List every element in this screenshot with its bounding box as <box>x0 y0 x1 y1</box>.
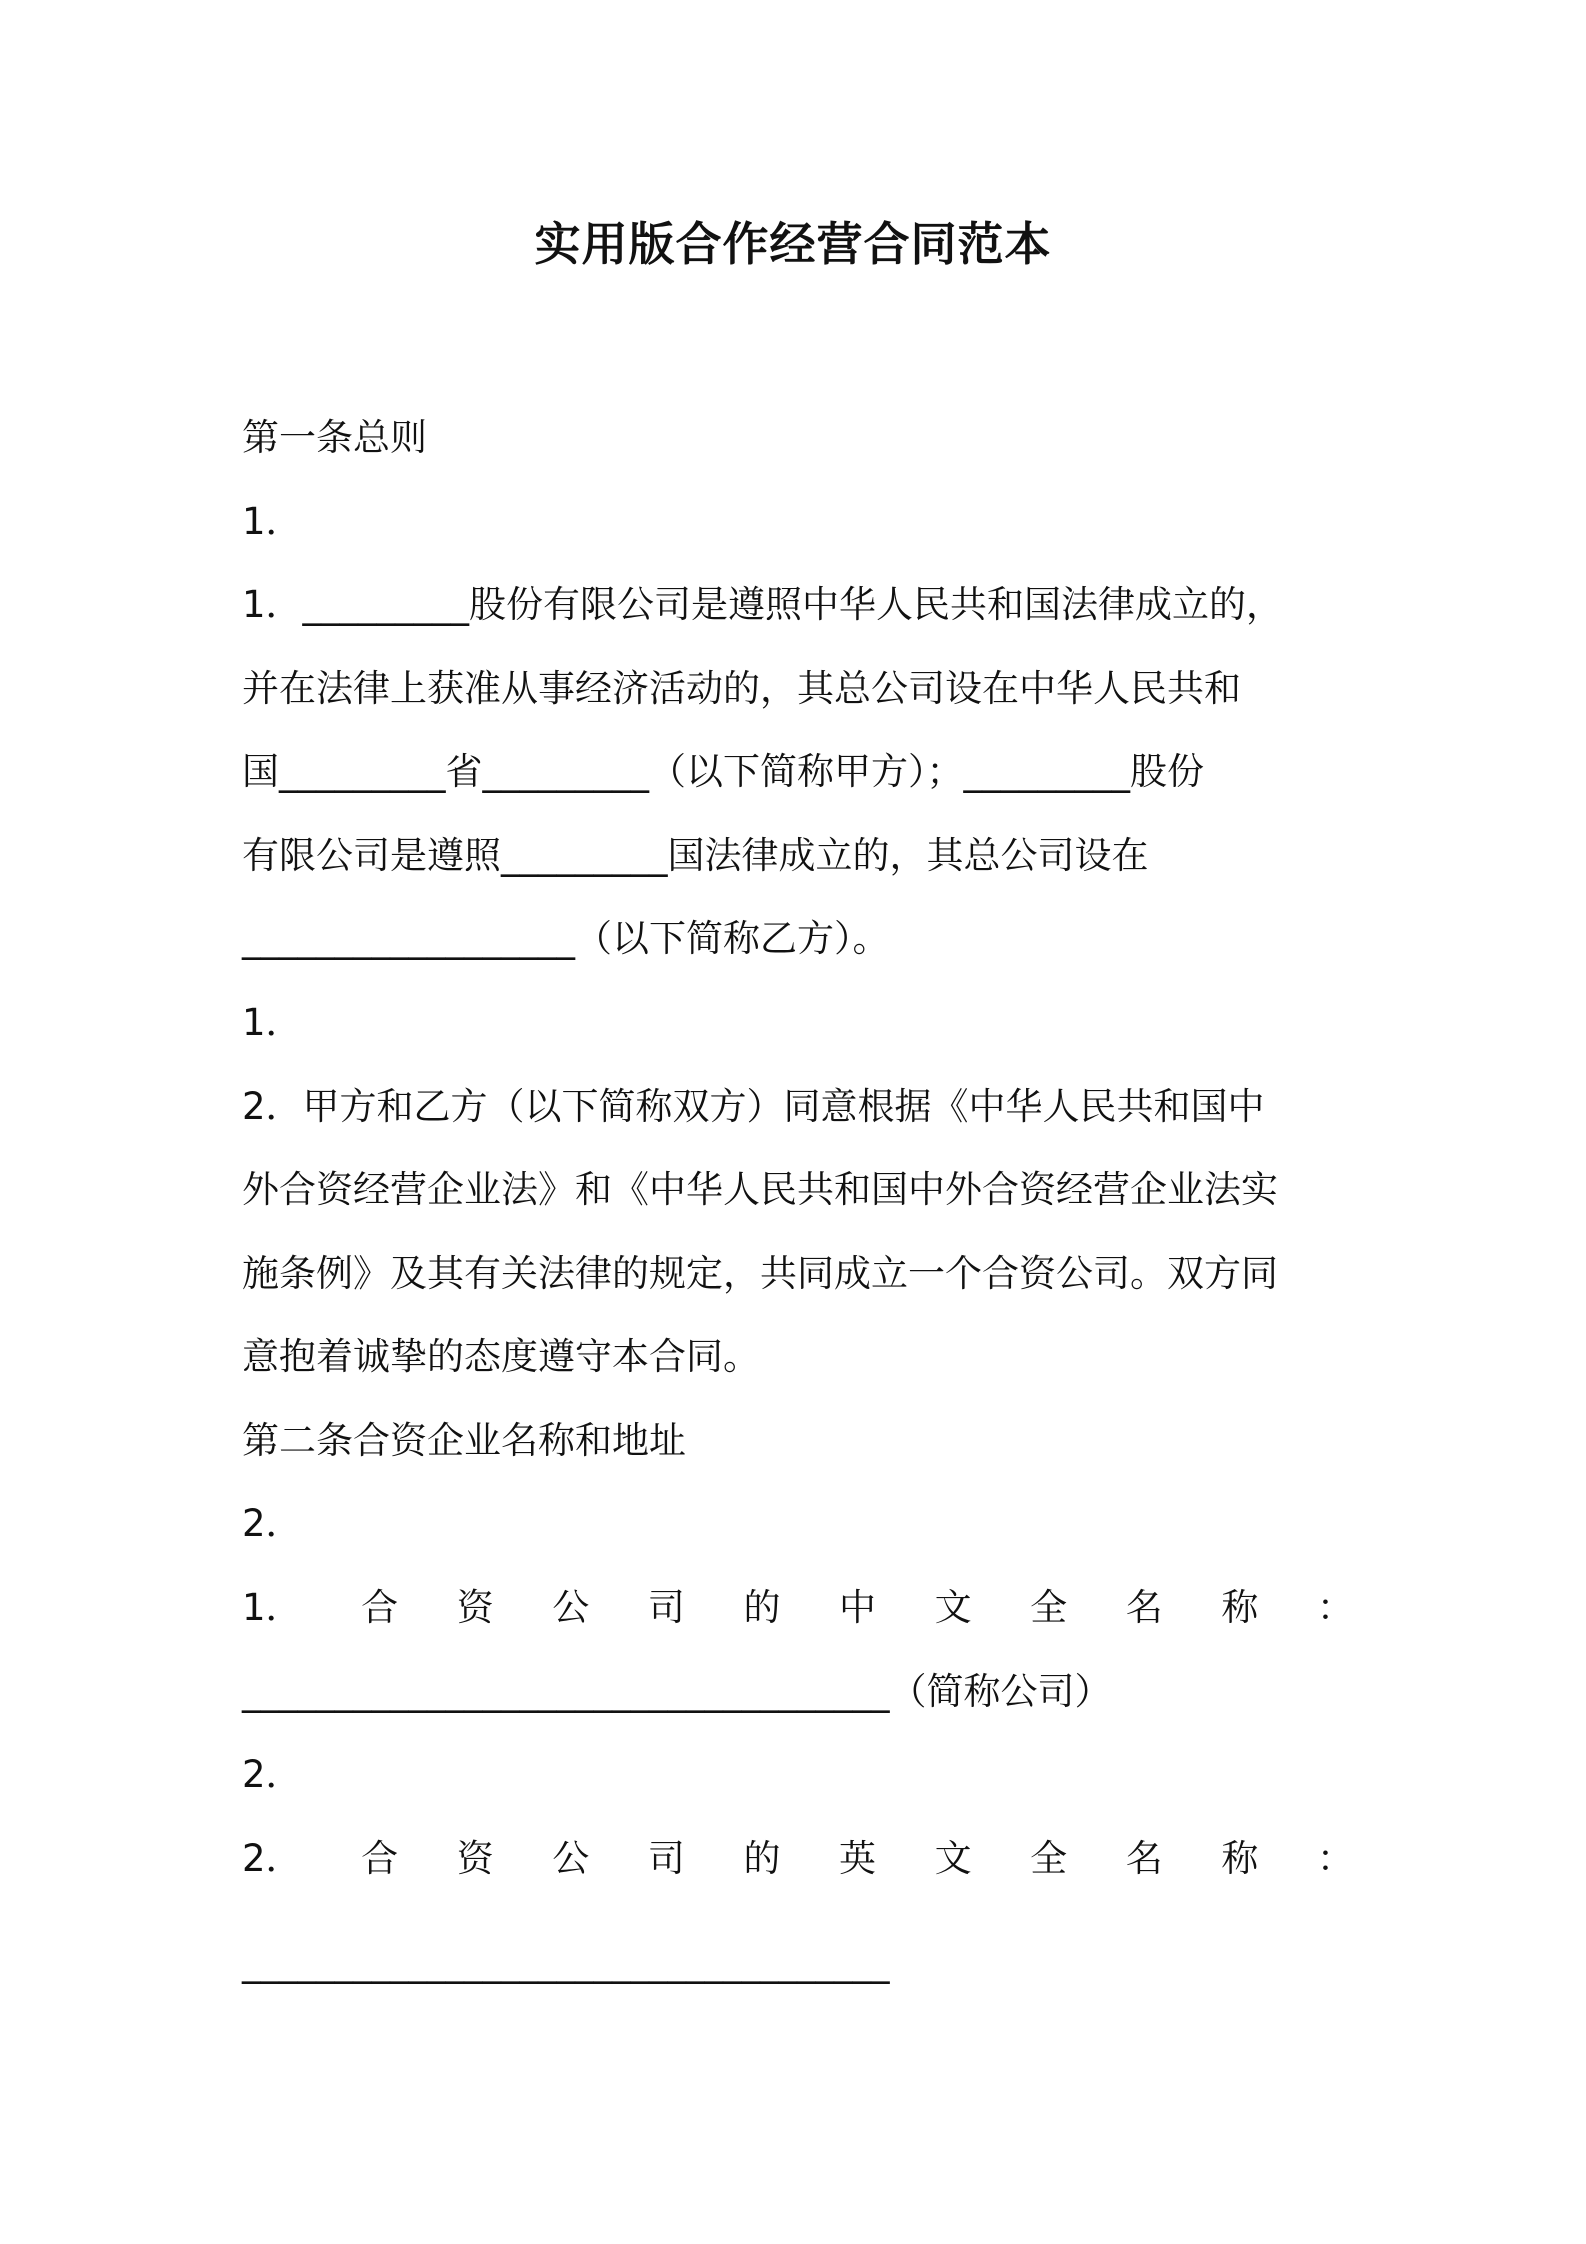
justified-char: 司 <box>647 1586 685 1629</box>
document-title: 实用版合作经营合同范本 <box>534 217 1052 271</box>
paragraph-line: 1．_________股份有限公司是遵照中华人民共和国法律成立的， <box>242 583 1284 626</box>
paragraph-line: 1． <box>242 500 303 543</box>
english-name-line <box>242 1831 1354 1887</box>
justified-char: 中 <box>839 1586 877 1629</box>
justified-char: 全 <box>1030 1837 1068 1880</box>
justified-char: ： <box>1316 1586 1354 1629</box>
justified-char: 英 <box>839 1837 877 1880</box>
justified-char: 资 <box>456 1586 494 1629</box>
paragraph-line: 2． <box>242 1502 303 1545</box>
justified-char: 的 <box>743 1586 781 1629</box>
chinese-name-line <box>242 1580 1354 1636</box>
article-2-heading: 第二条合资企业名称和地址 <box>242 1419 686 1462</box>
justified-char: 资 <box>456 1837 494 1880</box>
paragraph-line: 外合资经营企业法》和《中华人民共和国中外合资经营企业法实 <box>242 1168 1278 1211</box>
paragraph-line: 2． <box>242 1753 303 1796</box>
justified-char: ： <box>1316 1837 1354 1880</box>
paragraph-line: 意抱着诚挚的态度遵守本合同。 <box>242 1335 760 1378</box>
paragraph-line: 有限公司是遵照_________国法律成立的，其总公司设在 <box>242 834 1149 877</box>
english-name-blank-line: ___________________________________ <box>242 1941 890 1984</box>
justified-char: 1． <box>242 1586 303 1629</box>
justified-char: 公 <box>552 1837 590 1880</box>
paragraph-line: 施条例》及其有关法律的规定，共同成立一个合资公司。双方同 <box>242 1252 1278 1295</box>
justified-char: 称 <box>1221 1837 1259 1880</box>
justified-char: 合 <box>361 1586 399 1629</box>
justified-char: 公 <box>552 1586 590 1629</box>
justified-char: 2． <box>242 1837 303 1880</box>
justified-char: 司 <box>647 1837 685 1880</box>
justified-char: 称 <box>1221 1586 1259 1629</box>
justified-char: 文 <box>934 1586 972 1629</box>
justified-char: 全 <box>1030 1586 1068 1629</box>
paragraph-line: __________________（以下简称乙方）。 <box>242 917 890 960</box>
paragraph-line: 并在法律上获准从事经济活动的，其总公司设在中华人民共和 <box>242 667 1241 710</box>
justified-char: 名 <box>1125 1837 1163 1880</box>
chinese-name-blank-line: ___________________________________（简称公司） <box>242 1670 1112 1713</box>
paragraph-line: 国_________省_________（以下简称甲方）；_________股份 <box>242 750 1204 793</box>
justified-char: 合 <box>361 1837 399 1880</box>
article-1-heading: 第一条总则 <box>242 416 427 459</box>
paragraph-line: 1． <box>242 1001 303 1044</box>
justified-char: 的 <box>743 1837 781 1880</box>
paragraph-line: 2．甲方和乙方（以下简称双方）同意根据《中华人民共和国中 <box>242 1085 1265 1128</box>
justified-char: 名 <box>1125 1586 1163 1629</box>
justified-char: 文 <box>934 1837 972 1880</box>
